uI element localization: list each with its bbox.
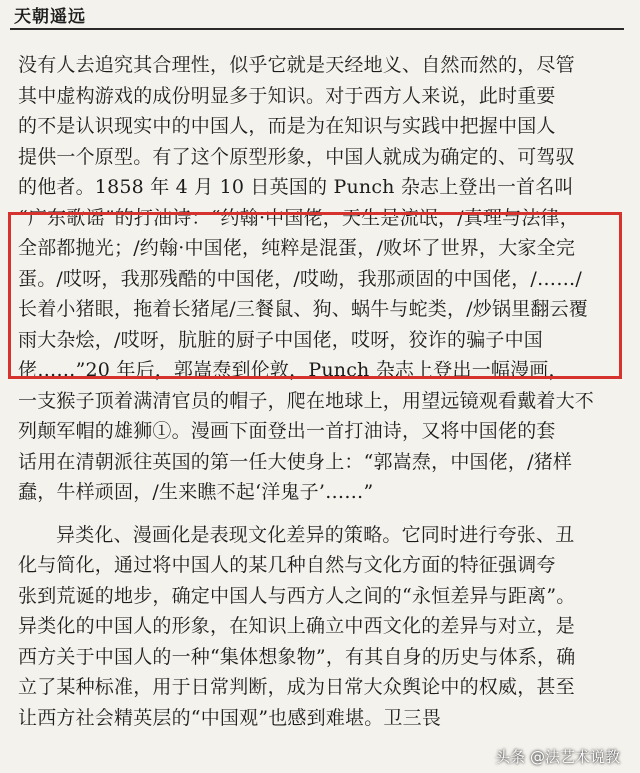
text-line: 雨大杂烩，/哎呀，肮脏的厨子中国佬，哎呀，狡诈的骗子中国 bbox=[18, 328, 544, 351]
running-header: 天朝遥远 bbox=[14, 7, 86, 27]
header-rule bbox=[10, 28, 624, 30]
text-line: 提供一个原型。有了这个原型形象，中国人就成为确定的、可驾驭 bbox=[18, 145, 575, 168]
text-line: 列颠军帽的雄狮①。漫画下面登出一首打油诗，又将中国佬的套 bbox=[18, 420, 556, 442]
text-line: 异类化、漫画化是表现文化差异的策略。它同时进行夸张、丑 bbox=[56, 523, 575, 546]
text-line: 的他者。1858 年 4 月 10 日英国的 Punch 杂志上登出一首名叫 bbox=[18, 176, 574, 198]
text-line: 蠢，牛样顽固，/生来瞧不起‘洋鬼子’……” bbox=[18, 481, 374, 503]
text-line: 佬……”20 年后，郭嵩焘到伦敦，Punch 杂志上登出一幅漫画， bbox=[18, 359, 568, 381]
text-line: 西方关于中国人的一种“集体想象物”，有其自身的历史与体系，确 bbox=[18, 645, 576, 668]
red-highlight-box bbox=[8, 212, 622, 379]
text-line: 异类化的中国人的形象，在知识上确立中西文化的差异与对立，是 bbox=[18, 615, 575, 637]
text-line: 张到荒诞的地步，确定中国人与西方人之间的“永恒差异与距离”。 bbox=[18, 584, 576, 607]
text-line: 立了某种标准，用于日常判断，成为日常大众舆论中的权威，甚至 bbox=[18, 676, 575, 698]
text-line: “广东歌谣”的打油诗：“约翰·中国佬，天生是流氓，/真理与法律， bbox=[18, 206, 579, 229]
text-line: 话用在清朝派往英国的第一任大使身上：“郭嵩焘，中国佬，/猪样 bbox=[18, 450, 573, 473]
text-line: 蛋。/哎呀，我那残酷的中国佬，/哎呦，我那顽固的中国佬，/……/ bbox=[18, 267, 583, 290]
text-line: 全部都抛光；/约翰·中国佬，纯粹是混蛋，/败坏了世界，大家全完 bbox=[18, 237, 576, 259]
text-line: 的不是认识现实中的中国人，而是为在知识与实践中把握中国人 bbox=[18, 115, 556, 137]
text-line: 其中虚构游戏的成份明显多于知识。对于西方人来说，此时重要 bbox=[18, 84, 556, 107]
text-line: 长着小猪眼，拖着长猪尾/三餐鼠、狗、蜗牛与蛇类，/炒锅里翻云覆 bbox=[18, 298, 589, 320]
paragraph-gap bbox=[18, 508, 618, 520]
text-line: 让西方社会精英层的“中国观”也感到难堪。卫三畏 bbox=[18, 706, 442, 729]
body-text bbox=[18, 50, 618, 733]
text-line: 化与简化，通过将中国人的某几种自然与文化方面的特征强调夸 bbox=[18, 554, 556, 576]
text-line: 没有人去追究其合理性，似乎它就是天经地义、自然而然的，尽管 bbox=[18, 54, 575, 76]
watermark: 头条 @法艺术说教 bbox=[495, 748, 620, 766]
text-line: 一支猴子顶着满清官员的帽子，爬在地球上，用望远镜观看戴着大不 bbox=[18, 389, 595, 412]
